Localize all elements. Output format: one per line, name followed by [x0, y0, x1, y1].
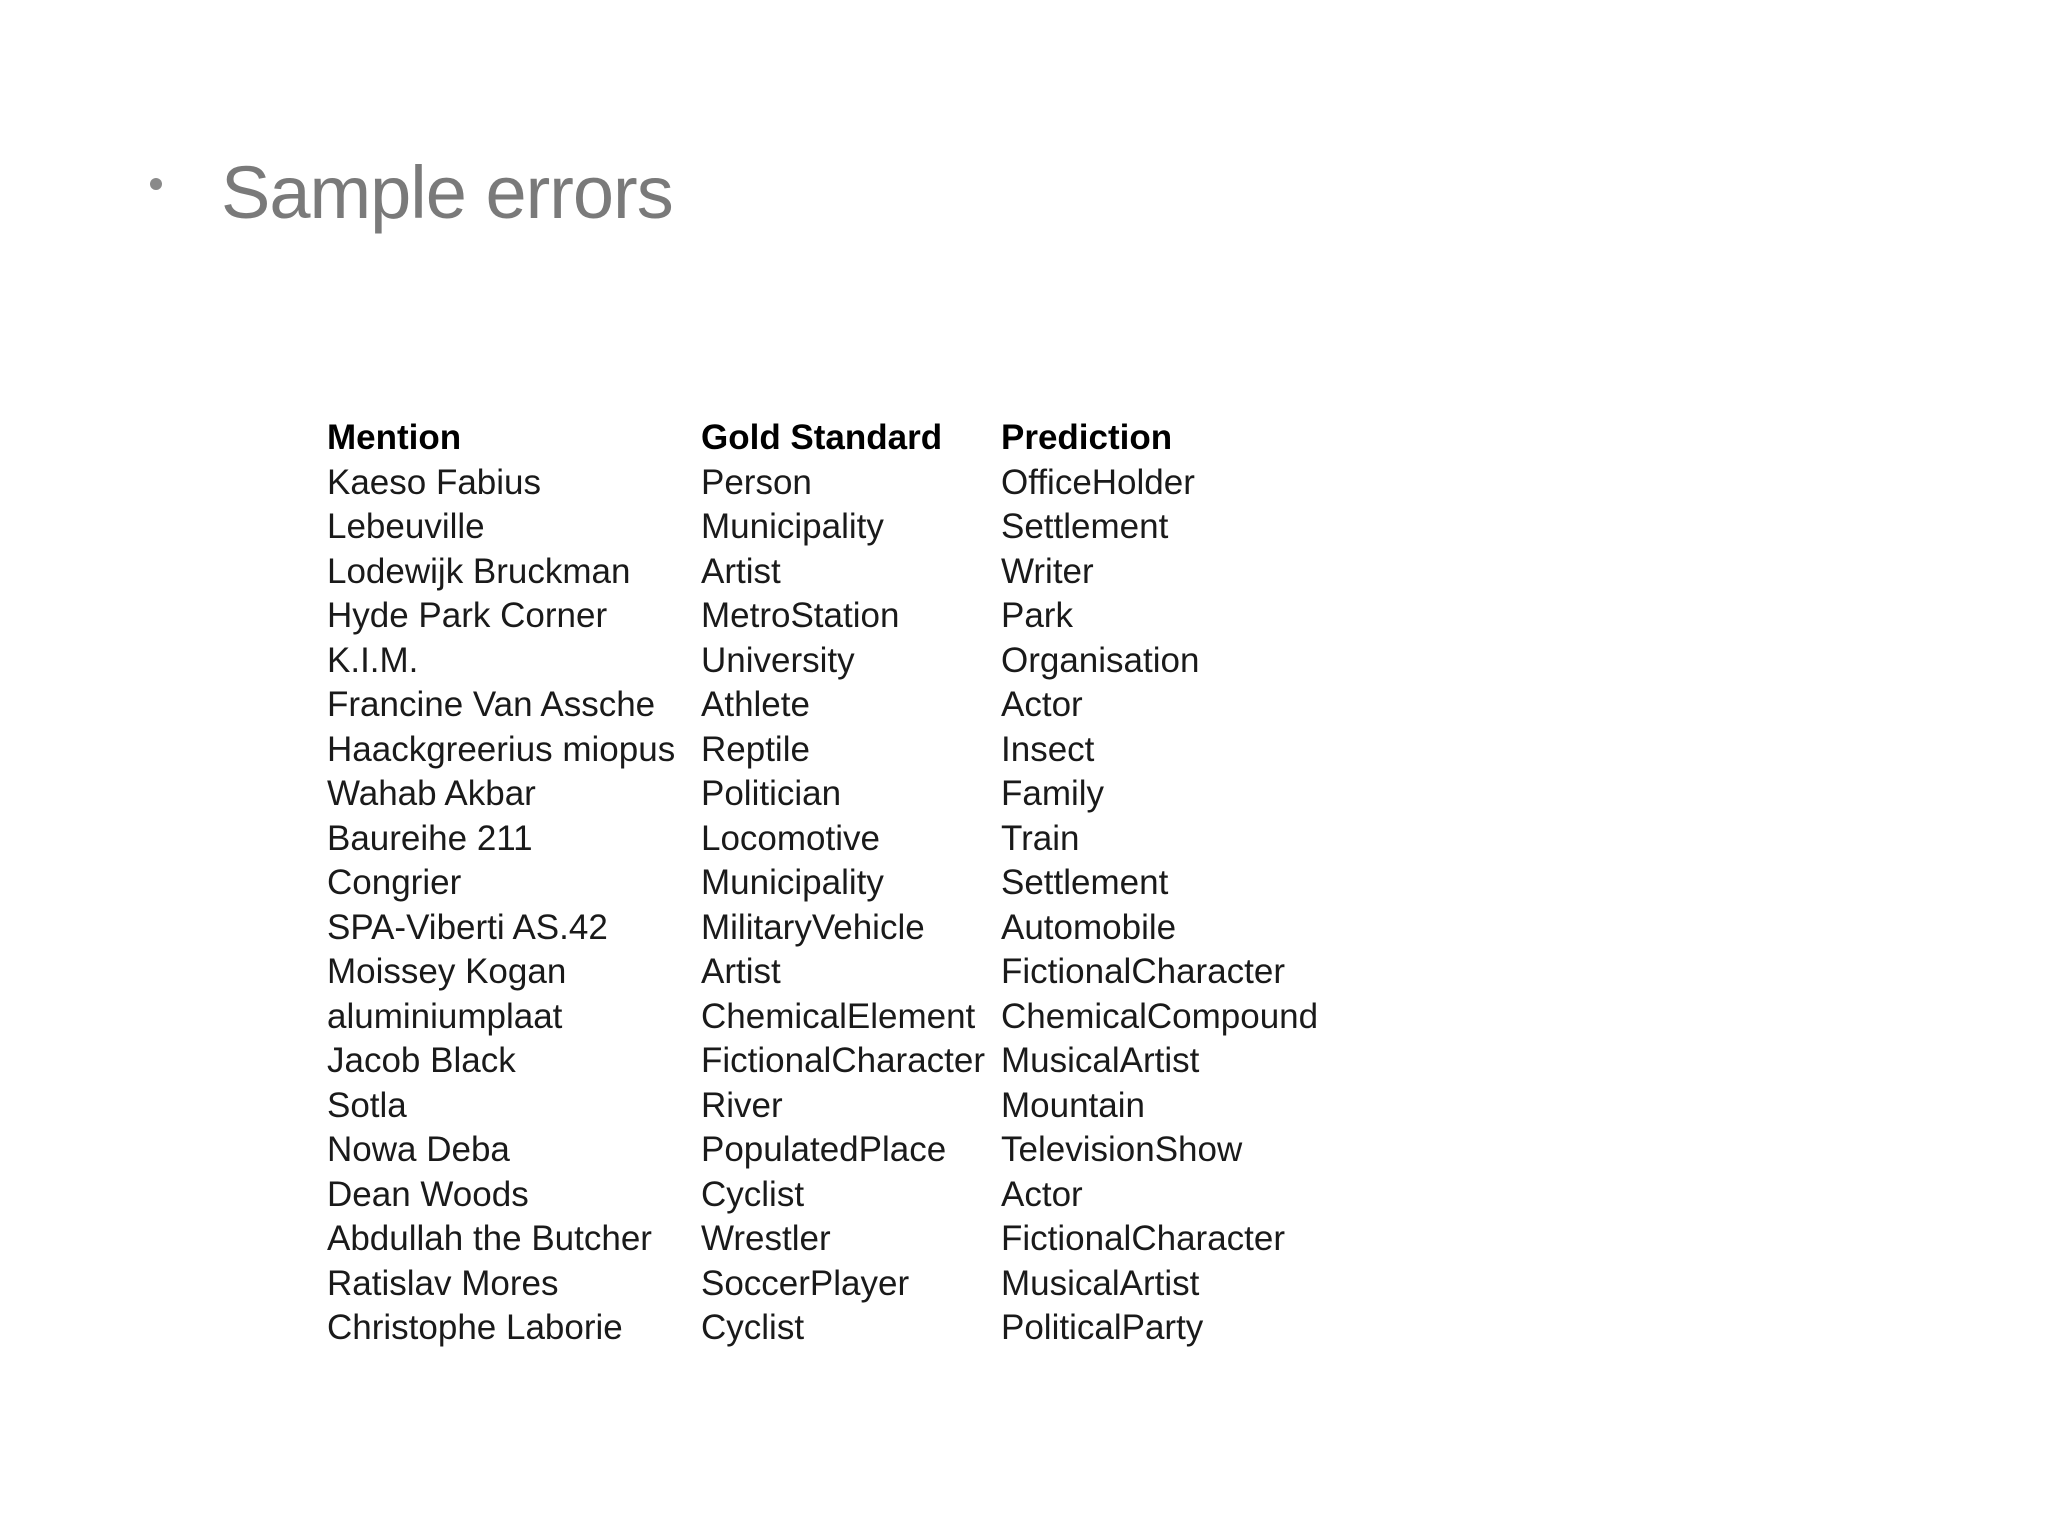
cell-gold-standard: University [701, 640, 855, 680]
cell-mention: Christophe Laborie [327, 1308, 623, 1347]
cell-prediction: ChemicalCompound [1001, 996, 1319, 1036]
cell-mention: Abdullah the Butcher [327, 1219, 652, 1258]
cell-gold-standard: Politician [701, 774, 842, 813]
table-row [327, 639, 1381, 684]
cell-prediction: Family [1001, 774, 1105, 813]
cell-mention: Jacob Black [327, 1041, 516, 1080]
cell-prediction: PoliticalParty [1001, 1308, 1204, 1347]
cell-mention: Lebeuville [327, 507, 485, 546]
cell-gold-standard: SoccerPlayer [701, 1263, 910, 1303]
cell-mention: Sotla [327, 1085, 407, 1125]
cell-mention: Haackgreerius miopus [327, 729, 676, 769]
cell-prediction: MusicalArtist [1001, 1041, 1200, 1080]
cell-prediction: OfficeHolder [1001, 462, 1195, 502]
table-row [327, 861, 1381, 906]
cell-gold-standard: Municipality [701, 507, 884, 546]
cell-gold-standard: MetroStation [701, 596, 900, 635]
cell-prediction: Actor [1001, 1174, 1083, 1214]
table-row [327, 461, 1381, 506]
cell-gold-standard: MilitaryVehicle [701, 907, 925, 947]
bullet-icon [150, 178, 162, 190]
cell-prediction: FictionalCharacter [1001, 1219, 1285, 1258]
cell-gold-standard: Reptile [701, 729, 810, 769]
table-row [327, 817, 1381, 862]
cell-prediction: Park [1001, 596, 1073, 635]
cell-mention: Francine Van Assche [327, 685, 656, 724]
table-row [327, 1128, 1381, 1173]
cell-gold-standard: Municipality [701, 863, 884, 902]
cell-prediction: Automobile [1001, 907, 1177, 947]
table-row [327, 772, 1381, 817]
table-header-row [327, 416, 1381, 461]
table-row [327, 1039, 1381, 1084]
cell-prediction: Mountain [1001, 1085, 1145, 1125]
table-row [327, 906, 1381, 951]
cell-mention: Nowa Deba [327, 1130, 510, 1169]
cell-mention: Moissey Kogan [327, 952, 567, 991]
cell-gold-standard: Wrestler [701, 1219, 831, 1258]
cell-gold-standard: Person [701, 462, 812, 502]
cell-gold-standard: Cyclist [701, 1308, 805, 1347]
cell-prediction: MusicalArtist [1001, 1263, 1200, 1303]
cell-prediction: Actor [1001, 685, 1083, 724]
table-row [327, 950, 1381, 995]
header-prediction: Prediction [1001, 418, 1173, 457]
table-row [327, 728, 1381, 773]
table-body [327, 461, 1381, 1351]
cell-prediction: Organisation [1001, 640, 1200, 680]
slide-title: Sample errors [221, 151, 673, 234]
cell-gold-standard: FictionalCharacter [701, 1041, 985, 1080]
cell-prediction: Insect [1001, 729, 1095, 769]
table-row [327, 1306, 1381, 1351]
cell-gold-standard: Cyclist [701, 1174, 805, 1214]
cell-gold-standard: Athlete [701, 685, 810, 724]
cell-mention: SPA-Viberti AS.42 [327, 907, 608, 947]
cell-gold-standard: Locomotive [701, 818, 880, 858]
header-mention: Mention [327, 418, 462, 457]
table-row [327, 1173, 1381, 1218]
cell-mention: Baureihe 211 [327, 818, 533, 858]
cell-gold-standard: Artist [701, 551, 781, 591]
header-gold-standard: Gold Standard [701, 418, 943, 457]
table-row [327, 995, 1381, 1040]
cell-mention: Lodewijk Bruckman [327, 551, 631, 591]
cell-prediction: Settlement [1001, 863, 1169, 902]
table-row [327, 594, 1381, 639]
table-row [327, 505, 1381, 550]
table-row [327, 550, 1381, 595]
cell-gold-standard: ChemicalElement [701, 996, 976, 1036]
cell-mention: Congrier [327, 863, 462, 902]
table-row [327, 1084, 1381, 1129]
cell-mention: Hyde Park Corner [327, 596, 608, 635]
cell-mention: Ratislav Mores [327, 1263, 559, 1303]
cell-mention: Dean Woods [327, 1174, 529, 1214]
cell-mention: K.I.M. [327, 640, 419, 680]
cell-prediction: Settlement [1001, 507, 1169, 546]
cell-gold-standard: River [701, 1085, 783, 1125]
cell-prediction: Train [1001, 818, 1080, 858]
sample-errors-table [327, 416, 1381, 1351]
cell-gold-standard: Artist [701, 952, 781, 991]
cell-gold-standard: PopulatedPlace [701, 1130, 947, 1169]
cell-mention: Kaeso Fabius [327, 462, 542, 502]
table-row [327, 683, 1381, 728]
cell-prediction: Writer [1001, 551, 1094, 591]
cell-prediction: TelevisionShow [1001, 1130, 1243, 1169]
cell-mention: aluminiumplaat [327, 996, 563, 1036]
cell-prediction: FictionalCharacter [1001, 952, 1285, 991]
cell-mention: Wahab Akbar [327, 774, 536, 813]
table-row [327, 1217, 1381, 1262]
table-row [327, 1262, 1381, 1307]
